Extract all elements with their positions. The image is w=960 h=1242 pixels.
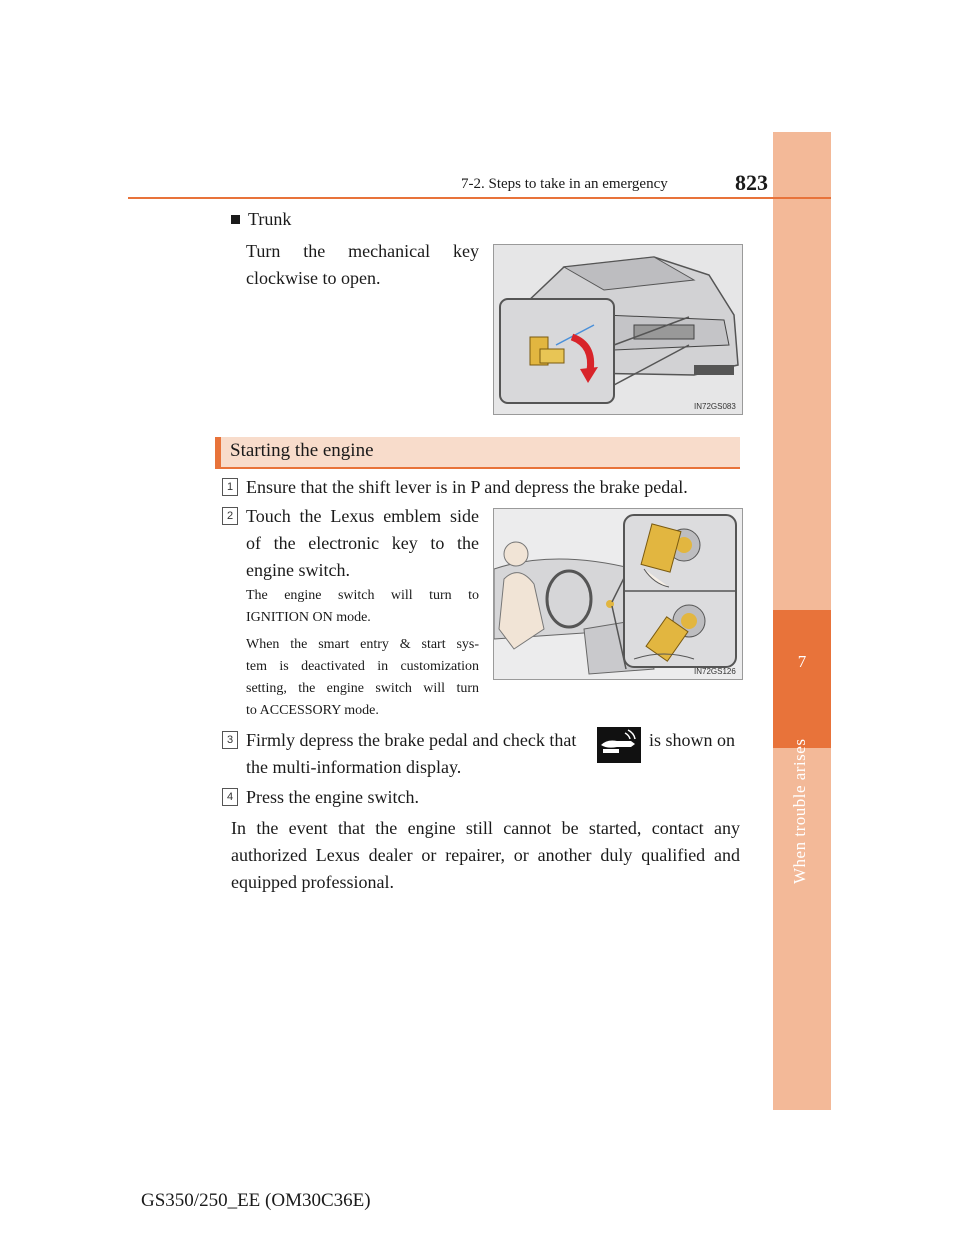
step-2-note2-line1: When the smart entry & start sys- xyxy=(246,637,479,652)
header-rule xyxy=(128,197,831,199)
trunk-text-line2: clockwise to open. xyxy=(246,268,381,288)
side-tab-chapter-block xyxy=(773,610,831,748)
step-2-line3: engine switch. xyxy=(246,560,350,580)
step-2-note2-line3: setting, the engine switch will turn xyxy=(246,681,479,696)
trunk-text-line1: Turn the mechanical key xyxy=(246,241,479,261)
step-3-text-a: Firmly depress the brake pedal and check that xyxy=(246,730,577,750)
closing-line1: In the event that the engine still cannot be started, contact any xyxy=(231,818,740,838)
step-badge-3: 3 xyxy=(222,731,238,749)
driver-engine-switch-icon xyxy=(494,509,742,679)
step-2-note2-line2: tem is deactivated in customization xyxy=(246,659,479,674)
trunk-image-code: IN72GS083 xyxy=(694,402,736,411)
side-tab-label: When trouble arises xyxy=(790,738,809,884)
section-heading-rule xyxy=(215,467,740,469)
closing-line3: equipped professional. xyxy=(231,872,394,892)
step-2-note2-line4: to ACCESSORY mode. xyxy=(246,703,379,718)
step-2-note1-line2: IGNITION ON mode. xyxy=(246,610,371,625)
page-number: 823 xyxy=(735,170,768,195)
side-tab-number: 7 xyxy=(797,652,807,671)
step-2-line2: of the electronic key to the xyxy=(246,533,479,553)
trunk-heading: Trunk xyxy=(231,206,291,233)
key-indicator-icon xyxy=(597,727,641,763)
step-badge-2: 2 xyxy=(222,507,238,525)
trunk-key-illustration xyxy=(493,244,743,415)
engine-image-code: IN72GS126 xyxy=(694,667,736,676)
step-2-note1-line1: The engine switch will turn to xyxy=(246,588,479,603)
step-4-text: Press the engine switch. xyxy=(246,787,419,807)
step-badge-4: 4 xyxy=(222,788,238,806)
car-trunk-illustration-icon xyxy=(494,245,742,414)
bullet-square-icon xyxy=(231,215,240,224)
engine-switch-illustration xyxy=(493,508,743,680)
footer-model-code: GS350/250_EE (OM30C36E) xyxy=(141,1190,371,1211)
step-1-text: Ensure that the shift lever is in P and depress the brake pedal. xyxy=(246,477,688,497)
step-2-line1: Touch the Lexus emblem side xyxy=(246,506,479,526)
section-heading-accent xyxy=(215,437,221,468)
closing-line2: authorized Lexus dealer or repairer, or another duly qualified and xyxy=(231,845,740,865)
step-3-text-b: is shown on xyxy=(649,730,736,750)
step-badge-1: 1 xyxy=(222,478,238,496)
section-title: 7-2. Steps to take in an emergency xyxy=(461,176,668,192)
step-3-text-c: the multi-information display. xyxy=(246,757,462,777)
section-heading: Starting the engine xyxy=(230,440,374,461)
